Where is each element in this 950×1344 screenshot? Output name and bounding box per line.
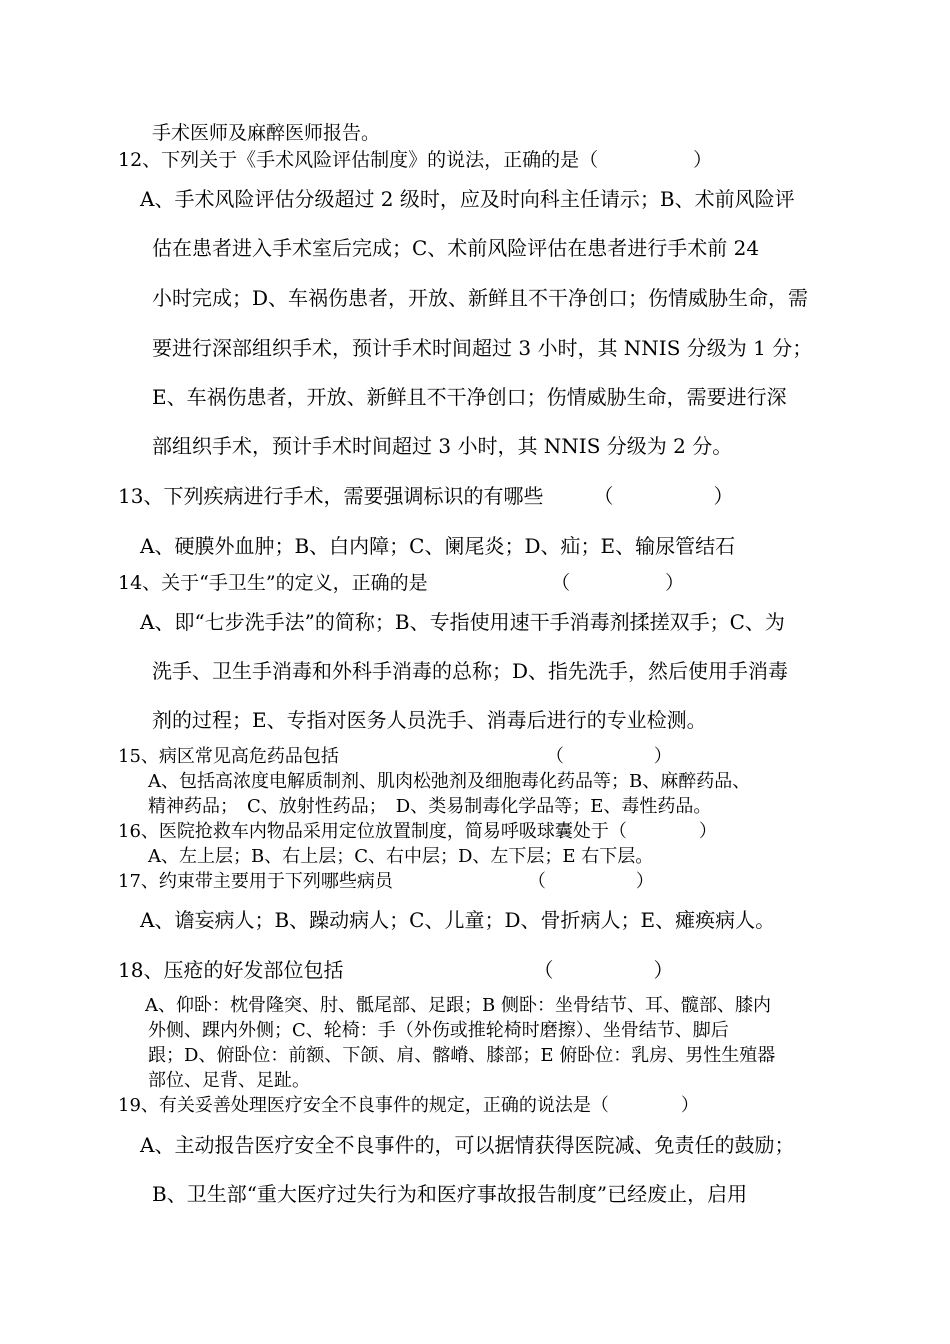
q14-option-line-3: 剂的过程；E、专指对医务人员洗手、消毒后进行的专业检测。 <box>152 708 707 732</box>
q18-option-line-1: A、仰卧：枕骨隆突、肘、骶尾部、足跟；B 侧卧：坐骨结节、耳、髋部、膝内 <box>145 995 771 1016</box>
q18-option-line-3: 跟；D、俯卧位：前额、下颌、肩、髂嵴、膝部；E 俯卧位：乳房、男性生殖器 <box>148 1045 776 1066</box>
question-17: 17、约束带主要用于下列哪些病员 （ ） <box>118 871 654 892</box>
q19-option-line-1: A、主动报告医疗安全不良事件的，可以据情获得医院减、免责任的鼓励； <box>140 1133 795 1157</box>
q12-option-line-5: E、车祸伤患者，开放、新鲜且不干净创口；伤情威胁生命，需要进行深 <box>152 385 787 409</box>
q12-option-line-1: A、手术风险评估分级超过 2 级时，应及时向科主任请示；B、术前风险评 <box>140 187 795 211</box>
question-14: 14、关于“手卫生”的定义，正确的是 （ ） <box>118 572 685 594</box>
q15-option-line-1: A、包括高浓度电解质制剂、肌肉松弛剂及细胞毒化药品等；B、麻醉药品、 <box>148 771 751 792</box>
q17-options: A、谵妄病人；B、躁动病人；C、儿童；D、骨折病人；E、瘫痪病人。 <box>140 908 776 932</box>
q18-option-line-2: 外侧、踝内外侧；C、轮椅：手（外伤或推轮椅时磨擦）、坐骨结节、脚后 <box>148 1020 729 1041</box>
q15-option-line-2: 精神药品； C、放射性药品； D、类易制毒化学品等；E、毒性药品。 <box>148 796 712 817</box>
question-12: 12、下列关于《手术风险评估制度》的说法，正确的是（ ） <box>118 149 713 171</box>
q12-option-line-4: 要进行深部组织手术，预计手术时间超过 3 小时，其 NNIS 分级为 1 分； <box>152 336 813 360</box>
q18-option-line-4: 部位、足背、足趾。 <box>148 1070 310 1091</box>
q14-option-line-2: 洗手、卫生手消毒和外科手消毒的总称；D、指先洗手，然后使用手消毒 <box>152 659 789 683</box>
question-15: 15、病区常见高危药品包括 （ ） <box>118 746 672 767</box>
q12-option-line-6: 部组织手术，预计手术时间超过 3 小时，其 NNIS 分级为 2 分。 <box>152 434 733 458</box>
question-13: 13、下列疾病进行手术，需要强调标识的有哪些 （ ） <box>118 484 734 508</box>
q13-options: A、硬膜外血肿；B、白内障；C、阑尾炎；D、疝；E、输尿管结石 <box>140 534 736 558</box>
q12-option-line-3: 小时完成；D、车祸伤患者，开放、新鲜且不干净创口；伤情威胁生命，需 <box>152 286 809 310</box>
text-line-q11-tail: 手术医师及麻醉医师报告。 <box>152 122 381 144</box>
question-19: 19、有关妥善处理医疗安全不良事件的规定，正确的说法是（ ） <box>118 1095 699 1116</box>
q19-option-line-2: B、卫生部“重大医疗过失行为和医疗事故报告制度”已经废止，启用 <box>152 1182 748 1206</box>
question-18: 18、压疮的好发部位包括 （ ） <box>118 958 674 982</box>
q16-options: A、左上层；B、右上层；C、右中层；D、左下层；E 右下层。 <box>148 846 654 867</box>
q12-option-line-2: 估在患者进入手术室后完成；C、术前风险评估在患者进行手术前 24 <box>152 236 760 260</box>
question-16: 16、医院抢救车内物品采用定位放置制度，简易呼吸球囊处于（ ） <box>118 821 717 842</box>
q14-option-line-1: A、即“七步洗手法”的简称；B、专指使用速干手消毒剂揉搓双手；C、为 <box>140 610 785 634</box>
